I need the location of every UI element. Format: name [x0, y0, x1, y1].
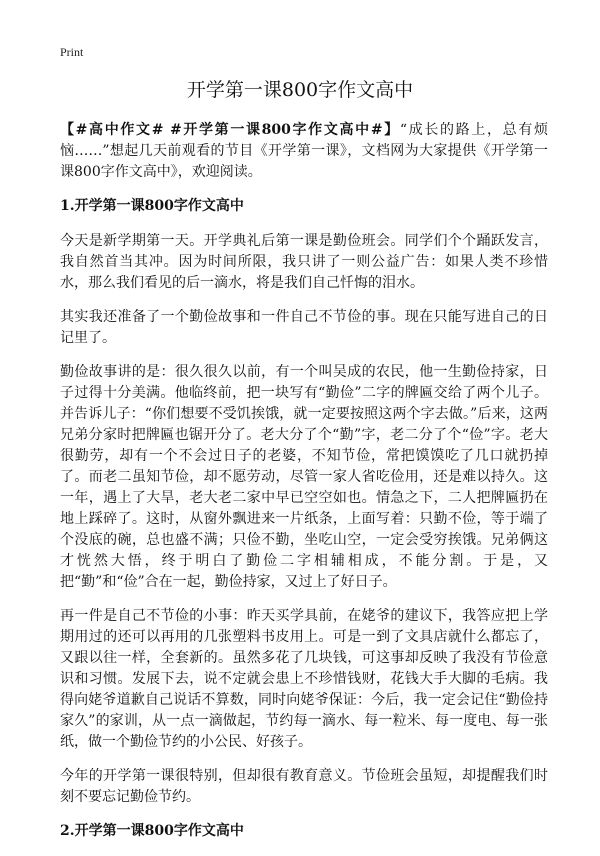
paragraph: 今天是新学期第一天。开学典礼后第一课是勤俭班会。同学们个个踊跃发言，我自然首当其冲。因为时间所限，我只讲了一则公益广告：如果人类不珍惜水，那么我们看见的后一滴水，将是我们自己忏悔的泪水。	[60, 233, 548, 291]
article-body	[60, 120, 548, 856]
intro-text: “成长的路上，总有烦恼……”想起几天前观看的节目《开学第一课》，文档网为大家提供《开学第一课800字作文高中》，欢迎阅读。	[60, 122, 548, 180]
intro-paragraph	[60, 120, 548, 183]
section-heading-1: 1.开学第一课800字作文高中	[60, 198, 244, 214]
print-link[interactable]: Print	[60, 45, 84, 59]
paragraph: 勤俭故事讲的是：很久很久以前，有一个叫吴成的农民，他一生勤俭持家，日子过得十分美满。他临终前，把一块写有“勤俭”二字的牌匾交给了两个儿子。并告诉儿子：“你们想要不受饥挨饿，就一定要按照这两个字去做。”后来，这两兄弟分家时把牌匾也锯开分了。老大分了个“勤”字，老二分了个“俭”字。老大很勤劳，却有一个不会过日子的老婆，不知节俭，常把馍馍吃了几口就扔掉了。而老二虽知节俭，却不愿劳动，尽管一家人省吃俭用，还是难以持久。这一年，遇上了大旱，老大老二家中早已空空如也。情急之下，二人把牌匾扔在地上踩碎了。这时，从窗外飘进来一片纸条，上面写着：只勤不俭，等于端了个没底的碗，总也盛不满；只俭不勤，坐吃山空，一定会受穷挨饿。兄弟俩这才恍然大悟，终于明白了勤俭二字相辅相成，不能分割。于是，又把“勤”和“俭”合在一起，勤俭持家，又过上了好日子。	[60, 364, 548, 590]
page-title: 开学第一课800字作文高中	[186, 79, 414, 101]
paragraph: 其实我还准备了一个勤俭故事和一件自己不节俭的事。现在只能写进自己的日记里了。	[60, 309, 548, 346]
intro-tag: 【#高中作文# #开学第一课800字作文高中#】	[60, 122, 400, 138]
paragraph: 今年的开学第一课很特别，但却很有教育意义。节俭班会虽短，却提醒我们时刻不要忘记勤俭节约。	[60, 768, 548, 805]
paragraph: 再一件是自己不节俭的小事：昨天买学具前，在姥爷的建议下，我答应把上学期用过的还可以再用的几张塑料书皮用上。可是一到了文具店就什么都忘了，又跟以往一样，全套新的。虽然多花了几块钱，可这事却反映了我没有节俭意识和习惯。发展下去，说不定就会患上不珍惜钱财，花钱大手大脚的毛病。我得向姥爷道歉自己说话不算数，同时向姥爷保证：今后，我一定会记住“勤俭持家久”的家训，从一点一滴做起，节约每一滴水、每一粒米、每一度电、每一张纸，做一个勤俭节约的小公民、好孩子。	[60, 608, 548, 750]
section-heading-2: 2.开学第一课800字作文高中	[60, 823, 244, 839]
